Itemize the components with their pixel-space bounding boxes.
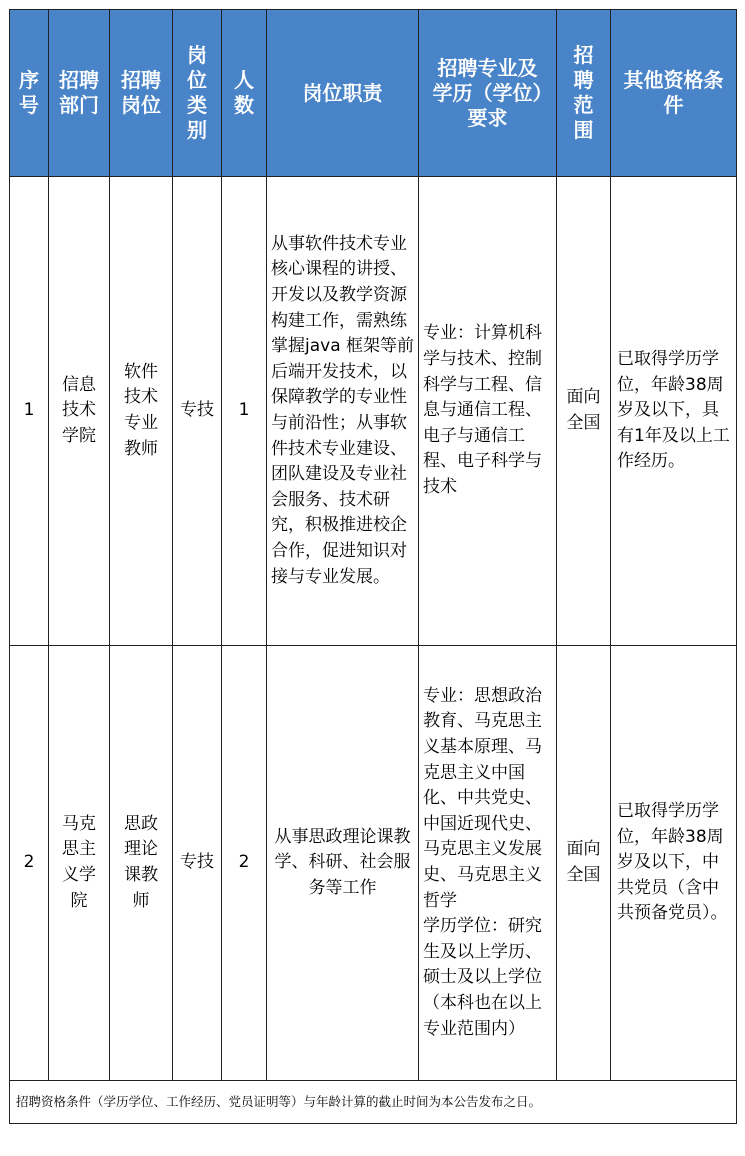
cell-other: 已取得学历学位，年龄38周岁及以下，中共党员（含中共预备党员）。 xyxy=(611,646,737,1081)
table-row xyxy=(10,177,737,646)
cell-duties: 从事思政理论课教学、科研、社会服务等工作 xyxy=(267,646,419,1081)
header-category: 岗位类别 xyxy=(173,10,222,177)
cell-scope: 面向全国 xyxy=(557,646,611,1081)
cell-count: 2 xyxy=(222,646,267,1081)
cell-other: 已取得学历学位，年龄38周岁及以下，具有1年及以上工作经历。 xyxy=(611,177,737,646)
header-count: 人数 xyxy=(222,10,267,177)
footnote-row xyxy=(10,1081,737,1124)
cell-position: 思政理论课教师 xyxy=(110,646,173,1081)
cell-dept: 马克思主义学院 xyxy=(49,646,110,1081)
footnote: 招聘资格条件（学历学位、工作经历、党员证明等）与年龄计算的截止时间为本公告发布之日。 xyxy=(10,1081,737,1124)
cell-scope: 面向全国 xyxy=(557,177,611,646)
cell-requirements: 专业：思想政治教育、马克思主义基本原理、马克思主义中国化、中共党史、中国近现代史、马克思主义发展史、马克思主义哲学 学历学位：研究生及以上学历、硕士及以上学位（本科也在以上专业范围内） xyxy=(419,646,557,1081)
cell-duties: 从事软件技术专业核心课程的讲授、开发以及教学资源构建工作，需熟练掌握java 框架等前后端开发技术，以保障教学的专业性与前沿性；从事软件技术专业建设、团队建设及专业社会服务、技术研究，积极推进校企合作，促进知识对接与专业发展。 xyxy=(267,177,419,646)
cell-count: 1 xyxy=(222,177,267,646)
header-row xyxy=(10,10,737,177)
cell-category: 专技 xyxy=(173,177,222,646)
cell-position: 软件技术专业教师 xyxy=(110,177,173,646)
header-scope: 招聘范围 xyxy=(557,10,611,177)
cell-seq: 2 xyxy=(10,646,49,1081)
header-dept: 招聘部门 xyxy=(49,10,110,177)
header-duties: 岗位职责 xyxy=(267,10,419,177)
recruitment-table-container xyxy=(9,9,736,1124)
header-other: 其他资格条件 xyxy=(611,10,737,177)
recruitment-table xyxy=(9,9,737,1124)
header-requirements: 招聘专业及学历（学位）要求 xyxy=(419,10,557,177)
header-position: 招聘岗位 xyxy=(110,10,173,177)
cell-dept: 信息技术学院 xyxy=(49,177,110,646)
cell-seq: 1 xyxy=(10,177,49,646)
table-row xyxy=(10,646,737,1081)
cell-requirements: 专业：计算机科学与技术、控制科学与工程、信息与通信工程、电子与通信工程、电子科学与技术 xyxy=(419,177,557,646)
cell-category: 专技 xyxy=(173,646,222,1081)
header-seq: 序号 xyxy=(10,10,49,177)
